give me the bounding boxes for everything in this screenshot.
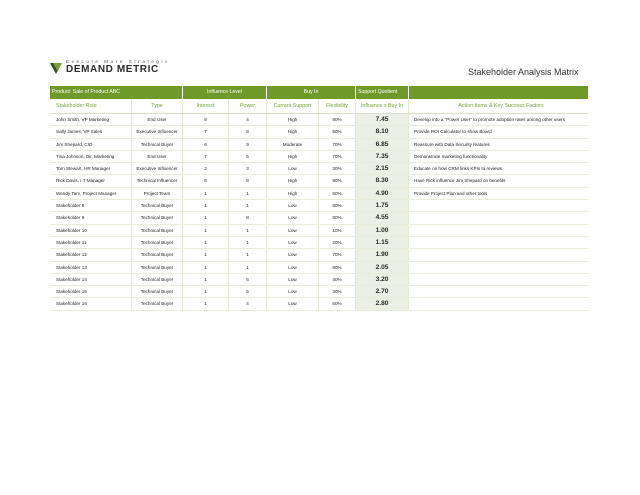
interest-cell: 1 — [183, 225, 229, 236]
header-influence-level: Influence Level — [183, 86, 267, 99]
type-cell: Technical Buyer — [132, 262, 183, 273]
header-support-quotient: Support Quotient — [356, 86, 409, 99]
action-items-cell — [409, 286, 588, 297]
col-type: Type — [132, 99, 183, 113]
support-quotient-cell: 4.90 — [356, 188, 409, 199]
flexibility-cell: 60% — [319, 200, 356, 211]
flexibility-cell: 90% — [319, 114, 356, 125]
power-cell: 9 — [229, 139, 267, 150]
support-quotient-cell: 6.85 — [356, 139, 409, 150]
flexibility-cell: 10% — [319, 225, 356, 236]
power-cell: 8 — [229, 175, 267, 186]
type-cell: Technical Buyer — [132, 249, 183, 260]
current-support-cell: High — [267, 151, 319, 162]
stakeholder-role-cell: Wendy Tam, Project Manager — [50, 188, 132, 199]
type-cell: End User — [132, 151, 183, 162]
stakeholder-role-cell: Stakeholder 16 — [50, 298, 132, 309]
action-items-cell: Have Rick influence Jim Shepard on benefits — [414, 178, 506, 184]
demand-metric-logo-mark — [50, 63, 62, 74]
table-row — [50, 126, 588, 138]
table-row — [50, 237, 588, 249]
flexibility-cell: 40% — [319, 274, 356, 285]
support-quotient-cell: 7.35 — [356, 151, 409, 162]
power-cell: 1 — [229, 237, 267, 248]
current-support-cell: Low — [267, 274, 319, 285]
stakeholder-role-cell: Stakeholder 15 — [50, 286, 132, 297]
col-flexibility: Flexibility — [319, 99, 356, 113]
flexibility-cell: 30% — [319, 163, 356, 174]
type-cell: Executive Influencer — [132, 126, 183, 137]
support-quotient-cell: 1.00 — [356, 225, 409, 236]
table-row — [50, 163, 588, 175]
col-influence-x-buyin: Influence x Buy In — [356, 99, 409, 113]
action-items-cell — [409, 237, 588, 248]
stakeholder-role-cell: Stakeholder 8 — [50, 200, 132, 211]
power-cell: 5 — [229, 151, 267, 162]
stakeholder-role-cell: Stakeholder 10 — [50, 225, 132, 236]
type-cell: Technical Buyer — [132, 274, 183, 285]
current-support-cell: Low — [267, 225, 319, 236]
current-support-cell: Low — [267, 262, 319, 273]
current-support-cell: Low — [267, 298, 319, 309]
current-support-cell: Low — [267, 163, 319, 174]
interest-cell: 1 — [183, 200, 229, 211]
table-row — [50, 249, 588, 261]
interest-cell: 1 — [183, 274, 229, 285]
table-row — [50, 274, 588, 286]
action-items-cell: Educate on how CRM links KPIs to reviews — [414, 166, 503, 172]
support-quotient-cell: 1.15 — [356, 237, 409, 248]
power-cell: 8 — [229, 212, 267, 223]
flexibility-cell: 70% — [319, 249, 356, 260]
action-items-cell — [409, 262, 588, 273]
table-row — [50, 286, 588, 298]
support-quotient-cell: 2.15 — [356, 163, 409, 174]
interest-cell: 1 — [183, 286, 229, 297]
interest-cell: 1 — [183, 188, 229, 199]
flexibility-cell: 70% — [319, 139, 356, 150]
type-cell: Technical Buyer — [132, 200, 183, 211]
header-buy-in: Buy In — [267, 86, 356, 99]
interest-cell: 1 — [183, 212, 229, 223]
stakeholder-role-cell: Sally James, VP Sales — [50, 126, 132, 137]
power-cell: 1 — [229, 262, 267, 273]
table-row — [50, 225, 588, 237]
action-items-cell: Provide Project Plan and other tools — [414, 190, 488, 196]
table-row — [50, 114, 588, 126]
interest-cell: 6 — [183, 175, 229, 186]
flexibility-cell: 30% — [319, 286, 356, 297]
stakeholder-role-cell: John Smith, VP Marketing — [50, 114, 132, 125]
power-cell: 8 — [229, 126, 267, 137]
interest-cell: 8 — [183, 114, 229, 125]
flexibility-cell: 50% — [319, 126, 356, 137]
power-cell: 5 — [229, 286, 267, 297]
interest-cell: 2 — [183, 163, 229, 174]
action-items-cell — [409, 200, 588, 211]
support-quotient-cell: 4.55 — [356, 212, 409, 223]
current-support-cell: Low — [267, 249, 319, 260]
col-current-support: Current Support — [267, 99, 319, 113]
current-support-cell: Low — [267, 212, 319, 223]
power-cell: 4 — [229, 298, 267, 309]
col-stakeholder-role: Stakeholder Role — [50, 99, 132, 113]
action-items-cell — [409, 274, 588, 285]
support-quotient-cell: 2.80 — [356, 298, 409, 309]
action-items-cell — [409, 212, 588, 223]
type-cell: Technical Buyer — [132, 212, 183, 223]
interest-cell: 7 — [183, 126, 229, 137]
table-body — [50, 114, 588, 311]
support-quotient-cell: 1.90 — [356, 249, 409, 260]
action-items-cell: Demonstrate marketing functionality — [414, 153, 488, 159]
header-group-row — [50, 86, 588, 99]
interest-cell: 6 — [183, 139, 229, 150]
support-quotient-cell: 1.75 — [356, 200, 409, 211]
current-support-cell: Low — [267, 286, 319, 297]
col-power: Power — [229, 99, 267, 113]
table-row — [50, 139, 588, 151]
stakeholder-role-cell: Stakeholder 14 — [50, 274, 132, 285]
support-quotient-cell: 7.45 — [356, 114, 409, 125]
stakeholder-role-cell: Tom Stewart, HR Manager — [50, 163, 132, 174]
current-support-cell: High — [267, 188, 319, 199]
header-product: Product: Sale of Product ABC — [50, 86, 183, 99]
stakeholder-role-cell: Rick Davis, I.T Manager — [50, 175, 132, 186]
type-cell: Technical Buyer — [132, 286, 183, 297]
power-cell: 1 — [229, 200, 267, 211]
current-support-cell: High — [267, 175, 319, 186]
power-cell: 1 — [229, 249, 267, 260]
interest-cell: 1 — [183, 249, 229, 260]
table-row — [50, 298, 588, 310]
flexibility-cell: 60% — [319, 188, 356, 199]
current-support-cell: High — [267, 126, 319, 137]
type-cell: Technical Buyer — [132, 237, 183, 248]
type-cell: Executive Influencer — [132, 163, 183, 174]
table-row — [50, 175, 588, 187]
current-support-cell: High — [267, 114, 319, 125]
flexibility-cell: 60% — [319, 298, 356, 309]
flexibility-cell: 80% — [319, 212, 356, 223]
col-interest: Interest — [183, 99, 229, 113]
stakeholder-role-cell: Stakeholder 12 — [50, 249, 132, 260]
action-items-cell — [409, 249, 588, 260]
table-row — [50, 188, 588, 200]
action-items-cell: Provide ROI Calculator to show Board — [414, 129, 492, 135]
interest-cell: 1 — [183, 237, 229, 248]
table-row — [50, 262, 588, 274]
interest-cell: 7 — [183, 151, 229, 162]
interest-cell: 1 — [183, 298, 229, 309]
support-quotient-cell: 8.30 — [356, 175, 409, 186]
column-header-row — [50, 99, 588, 114]
power-cell: 3 — [229, 163, 267, 174]
stakeholder-role-cell: Tina Johnson, Dir. Marketing — [50, 151, 132, 162]
header-blank — [409, 86, 588, 99]
table-row — [50, 151, 588, 163]
stakeholder-role-cell: Stakeholder 13 — [50, 262, 132, 273]
logo-name: DEMAND METRIC — [66, 64, 159, 75]
type-cell: Project Team — [132, 188, 183, 199]
power-cell: 1 — [229, 225, 267, 236]
action-items-cell: Develop into a "Power User" to promote adoption rates among other users — [414, 117, 566, 122]
interest-cell: 1 — [183, 262, 229, 273]
flexibility-cell: 90% — [319, 175, 356, 186]
type-cell: Technical Influencer — [132, 175, 183, 186]
power-cell: 4 — [229, 114, 267, 125]
current-support-cell: Low — [267, 200, 319, 211]
stakeholder-role-cell: Stakeholder 11 — [50, 237, 132, 248]
current-support-cell: Low — [267, 237, 319, 248]
table-row — [50, 200, 588, 212]
type-cell: End User — [132, 114, 183, 125]
stakeholder-role-cell: Jim Shepard, CIO — [50, 139, 132, 150]
stakeholder-matrix — [50, 86, 588, 311]
page-title: Stakeholder Analysis Matrix — [468, 67, 579, 77]
action-items-cell: Reassure with Data Security features — [414, 141, 490, 147]
flexibility-cell: 20% — [319, 237, 356, 248]
current-support-cell: Moderate — [267, 139, 319, 150]
type-cell: Technical Buyer — [132, 139, 183, 150]
type-cell: Technical Buyer — [132, 298, 183, 309]
col-action-items: Action Items & Key Success Factors — [458, 103, 544, 109]
support-quotient-cell: 3.20 — [356, 274, 409, 285]
logo-tagline: Execute More Strategic — [66, 59, 170, 64]
support-quotient-cell: 8.10 — [356, 126, 409, 137]
type-cell: Technical Buyer — [132, 225, 183, 236]
support-quotient-cell: 2.70 — [356, 286, 409, 297]
table-row — [50, 212, 588, 224]
power-cell: 1 — [229, 188, 267, 199]
stakeholder-role-cell: Stakeholder 9 — [50, 212, 132, 223]
action-items-cell — [409, 225, 588, 236]
power-cell: 6 — [229, 274, 267, 285]
action-items-cell — [409, 298, 588, 309]
flexibility-cell: 80% — [319, 262, 356, 273]
flexibility-cell: 70% — [319, 151, 356, 162]
support-quotient-cell: 2.05 — [356, 262, 409, 273]
